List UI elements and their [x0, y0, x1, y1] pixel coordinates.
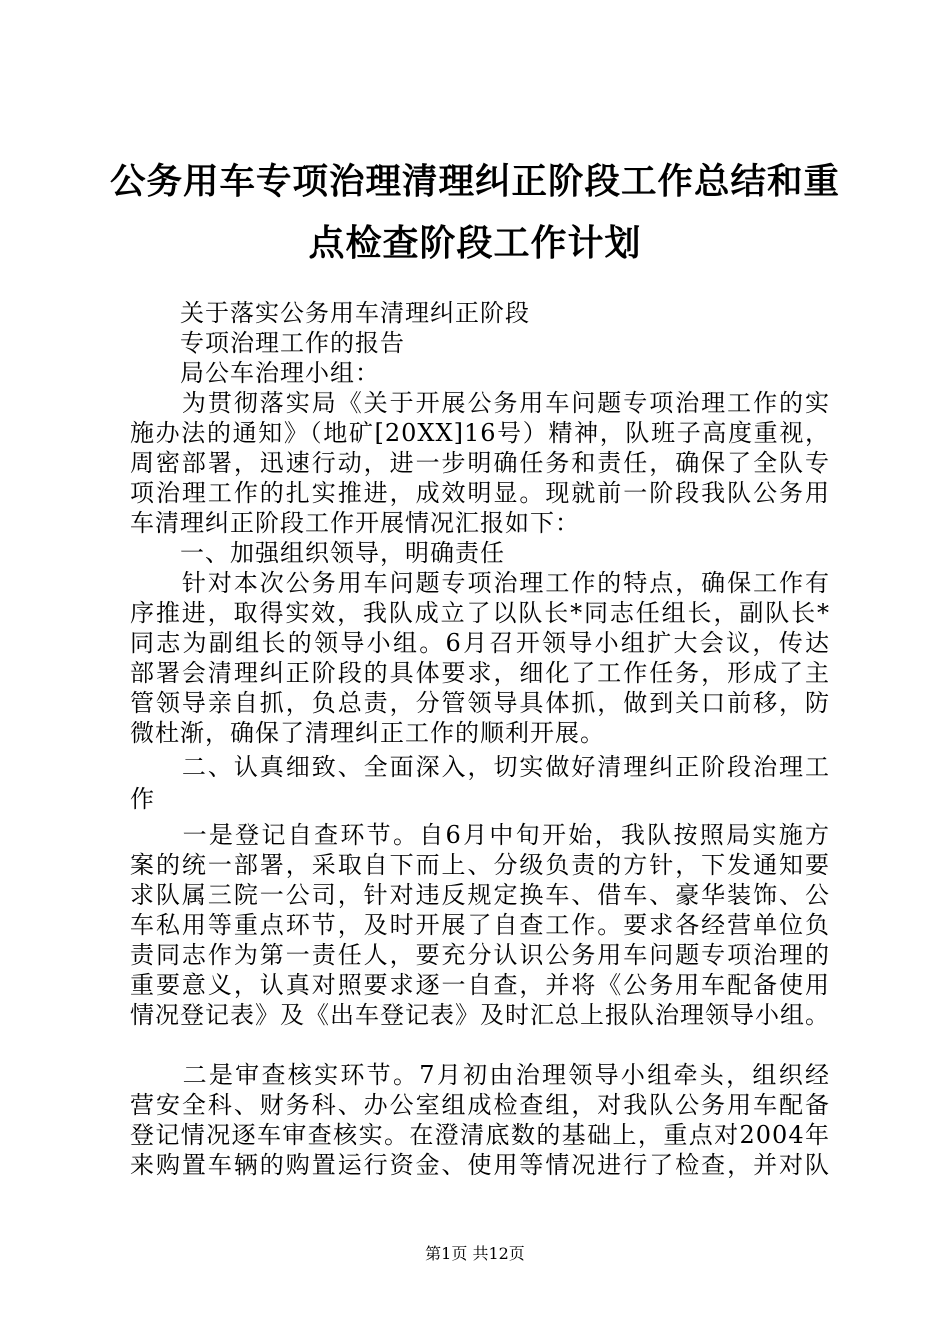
body-line: 来购置车辆的购置运行资金、使用等情况进行了检查，并对队: [130, 1151, 830, 1179]
body-line: 二是审查核实环节。7月初由治理领导小组牵头，组织经: [130, 1061, 830, 1089]
body-line: 微杜渐，确保了清理纠正工作的顺利开展。: [130, 719, 605, 747]
body-line: 部署会清理纠正阶段的具体要求，细化了工作任务，形成了主: [130, 659, 830, 687]
section-heading: 一、加强组织领导，明确责任: [130, 539, 505, 567]
document-title-line-1: 公务用车专项治理清理纠正阶段工作总结和重: [110, 161, 841, 202]
page-number: 第1页 共12页: [425, 1244, 525, 1263]
body-line: 针对本次公务用车问题专项治理工作的特点，确保工作有: [130, 569, 830, 597]
section-heading: 二、认真细致、全面深入，切实做好清理纠正阶段治理工: [130, 753, 830, 781]
body-line: 施办法的通知》（地矿[20XX]16号）精神，队班子高度重视，: [130, 419, 830, 447]
body-line: 周密部署，迅速行动，进一步明确任务和责任，确保了全队专: [130, 449, 830, 477]
body-line: 序推进，取得实效，我队成立了以队长*同志任组长，副队长*: [130, 599, 830, 627]
body-line: 一是登记自查环节。自6月中旬开始，我队按照局实施方: [130, 821, 830, 849]
body-line: 案的统一部署，采取自下而上、分级负责的方针，下发通知要: [130, 851, 830, 879]
section-heading: 作: [130, 785, 155, 813]
body-line: 重要意义，认真对照要求逐一自查，并将《公务用车配备使用: [130, 971, 830, 999]
document-title-line-2: 点检查阶段工作计划: [308, 223, 642, 264]
body-line: 车私用等重点环节，及时开展了自查工作。要求各经营单位负: [130, 911, 830, 939]
body-line: 车清理纠正阶段工作开展情况汇报如下：: [130, 509, 580, 537]
body-line: 营安全科、财务科、办公室组成检查组，对我队公务用车配备: [130, 1091, 830, 1119]
body-line: 同志为副组长的领导小组。6月召开领导小组扩大会议，传达: [130, 629, 830, 657]
body-line: 情况登记表》及《出车登记表》及时汇总上报队治理领导小组。: [130, 1001, 830, 1029]
body-line: 局公车治理小组：: [130, 359, 380, 387]
body-line: 求队属三院一公司，针对违反规定换车、借车、豪华装饰、公: [130, 881, 830, 909]
body-line: 专项治理工作的报告: [130, 329, 405, 357]
body-line: 管领导亲自抓，负总责，分管领导具体抓，做到关口前移，防: [130, 689, 830, 717]
body-line: 项治理工作的扎实推进，成效明显。现就前一阶段我队公务用: [130, 479, 830, 507]
body-line: 关于落实公务用车清理纠正阶段: [130, 299, 530, 327]
body-line: 为贯彻落实局《关于开展公务用车问题专项治理工作的实: [130, 389, 830, 417]
body-line: 责同志作为第一责任人，要充分认识公务用车问题专项治理的: [130, 941, 830, 969]
body-line: 登记情况逐车审查核实。在澄清底数的基础上，重点对2004年: [130, 1121, 830, 1149]
